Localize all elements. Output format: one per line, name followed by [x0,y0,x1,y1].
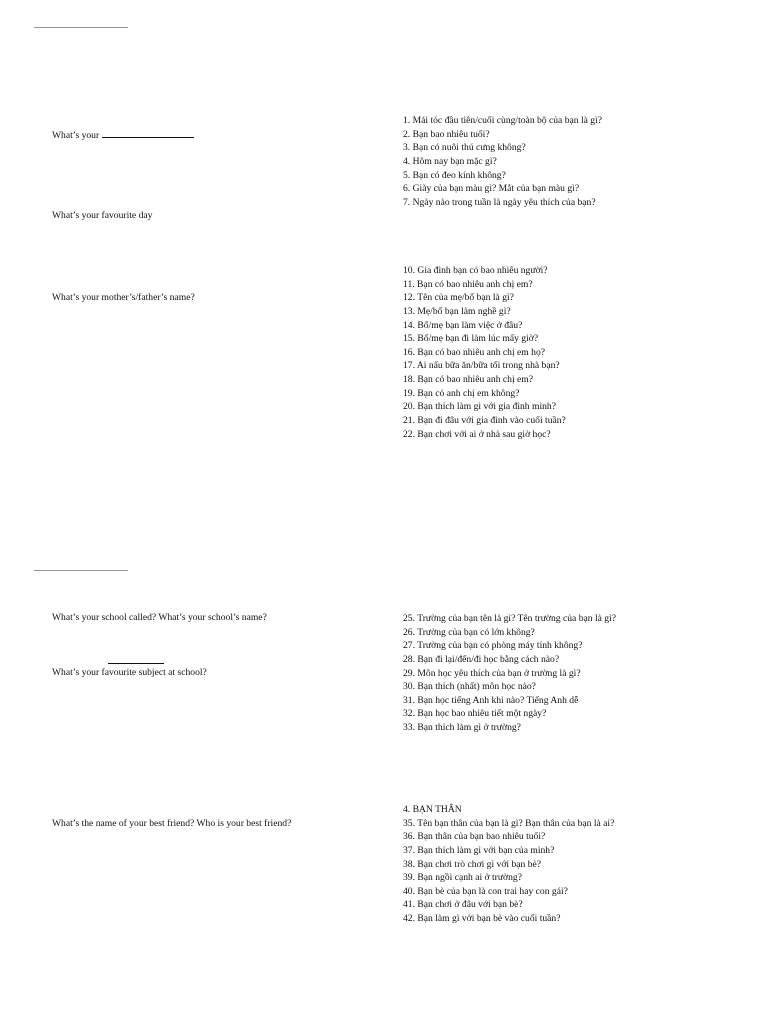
question-favourite-day: What’s your favourite day [52,210,153,221]
question-list-personal [403,114,602,209]
question-whats-your [52,128,194,142]
list-item: 13. Mẹ/bố bạn làm nghề gì? [403,305,511,317]
list-item: 1. Mái tóc đầu tiên/cuối cùng/toàn bộ của bạn là gì? [403,115,603,126]
top-divider [34,27,128,28]
list-item: 33. Bạn thích làm gì ở trường? [403,722,521,734]
list-item: 7. Ngày nào trong tuần là ngày yêu thích của bạn? [403,196,596,208]
list-item: 20. Bạn thích làm gì với gia đình mình? [403,401,556,413]
section-heading: 4. BẠN THÂN [403,804,462,815]
list-item: 2. Bạn bao nhiêu tuổi? [403,128,490,140]
list-item: 14. Bố/mẹ bạn làm việc ở đâu? [403,319,523,331]
list-item: 29. Môn học yêu thích của bạn ở trường là gì? [403,667,581,679]
list-item: 15. Bố/mẹ bạn đi làm lúc mấy giờ? [403,333,539,345]
list-item: 30. Bạn thích (nhất) môn học nào? [403,681,536,693]
answer-blank[interactable] [102,128,194,138]
question-school-name: What’s your school called? What’s your school’s name? [52,612,267,623]
list-item: 5. Bạn có đeo kính không? [403,169,506,181]
list-item: 39. Bạn ngồi cạnh ai ở trường? [403,872,522,884]
section-divider [34,570,128,571]
list-item: 11. Bạn có bao nhiêu anh chị em? [403,278,533,290]
list-item: 36. Bạn thân của bạn bao nhiêu tuổi? [403,831,546,843]
list-item: 35. Tên bạn thân của bạn là gì? Bạn thân của bạn là ai? [403,817,615,829]
list-item: 27. Trường của bạn có phòng máy tính không? [403,640,583,652]
list-item: 21. Bạn đi đâu với gia đình vào cuối tuần? [403,415,566,427]
list-item: 25. Trường của bạn tên là gì? Tên trường của bạn là gì? [403,613,616,624]
question-list-school [403,612,616,735]
list-item: 38. Bạn chơi trò chơi gì với bạn bè? [403,858,542,870]
list-item: 42. Bạn làm gì với bạn bè vào cuối tuần? [403,913,561,925]
list-item: 22. Bạn chơi với ai ở nhà sau giờ học? [403,428,551,440]
list-item: 19. Bạn có anh chị em không? [403,387,520,399]
list-item: 37. Bạn thích làm gì với bạn của mình? [403,844,555,856]
list-item: 6. Giày của bạn màu gì? Mắt của bạn màu gì? [403,183,580,195]
list-item: 12. Tên của mẹ/bố bạn là gì? [403,292,514,304]
question-whats-your-text: What’s your [52,130,100,141]
question-best-friend: What’s the name of your best friend? Who is your best friend? [52,818,292,829]
question-favourite-subject: What’s your favourite subject at school? [52,667,207,678]
list-item: 31. Bạn học tiếng Anh khi nào? Tiếng Anh dễ [403,694,579,706]
list-item: 28. Bạn đi lại/đến/đi học bằng cách nào? [403,653,560,665]
list-item: 32. Bạn học bao nhiêu tiết một ngày? [403,708,547,720]
answer-blank[interactable] [108,663,164,664]
list-item: 41. Bạn chơi ở đâu với bạn bè? [403,899,523,911]
list-item: 3. Bạn có nuôi thú cưng không? [403,142,526,154]
list-item: 16. Bạn có bao nhiêu anh chị em họ? [403,346,545,358]
list-item: 26. Trường của bạn có lớn không? [403,626,535,638]
list-item: 4. Hôm nay bạn mặc gì? [403,155,497,167]
list-item: 17. Ai nấu bữa ăn/bữa tối trong nhà bạn? [403,360,560,372]
question-list-family [403,264,566,441]
list-item: 40. Bạn bè của bạn là con trai hay con gái? [403,885,568,897]
list-item: 18. Bạn có bao nhiêu anh chị em? [403,374,534,386]
list-item: 10. Gia đình bạn có bao nhiêu người? [403,265,548,276]
question-parent-name: What’s your mother’s/father’s name? [52,292,195,303]
question-list-best-friend [403,803,614,926]
